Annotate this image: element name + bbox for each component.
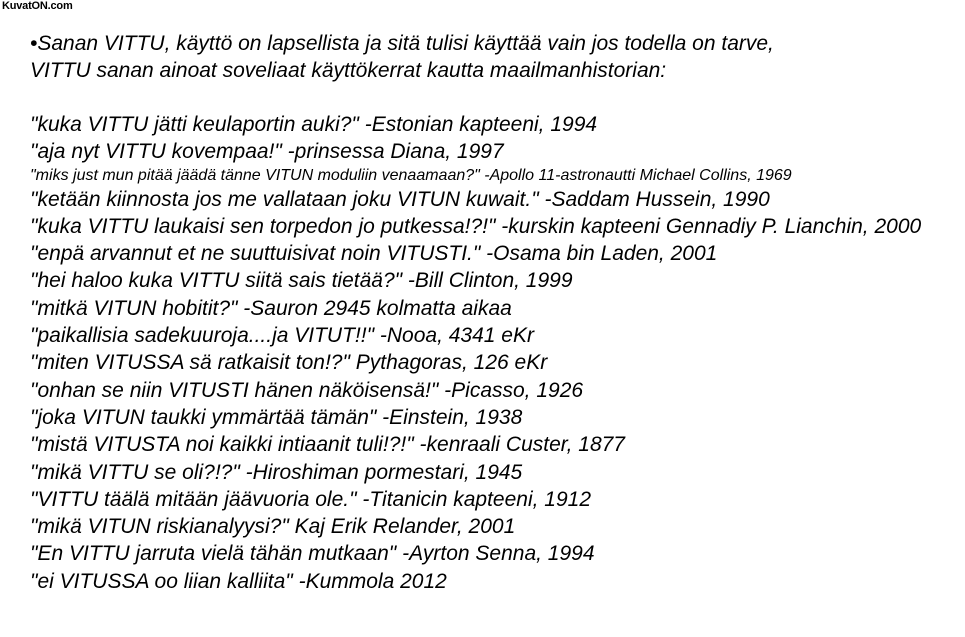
quote-list (30, 111, 960, 595)
quote-item: "VITTU täälä mitään jäävuoria ole." -Titanicin kapteeni, 1912 (30, 487, 592, 511)
quote-item: "hei haloo kuka VITTU siitä sais tietää?" -Bill Clinton, 1999 (30, 269, 573, 293)
quote-item: "paikallisia sadekuuroja....ja VITUT!!" -Nooa, 4341 eKr (30, 324, 534, 348)
quote-item: "aja nyt VITTU kovempaa!" -prinsessa Diana, 1997 (30, 140, 504, 164)
quote-item: "En VITTU jarruta vielä tähän mutkaan" -Ayrton Senna, 1994 (30, 542, 595, 566)
intro-line-2: VITTU sanan ainoat soveliaat käyttökerrat kautta maailmanhistorian: (30, 59, 667, 82)
intro-line-1: •Sanan VITTU, käyttö on lapsellista ja sitä tulisi käyttää vain jos todella on tarve, (30, 32, 774, 55)
quote-item: "ei VITUSSA oo liian kalliita" -Kummola 2012 (30, 569, 447, 593)
quote-item: "onhan se niin VITUSTI hänen näköisensä!" -Picasso, 1926 (30, 378, 584, 402)
quote-item: "enpä arvannut et ne suuttuisivat noin VITUSTI." -Osama bin Laden, 2001 (30, 242, 718, 266)
quote-item: "mistä VITUSTA noi kaikki intiaanit tuli!?!" -kenraali Custer, 1877 (30, 433, 625, 457)
quote-item: "mikä VITUN riskianalyysi?" Kaj Erik Relander, 2001 (30, 515, 516, 539)
quote-item: "kuka VITTU laukaisi sen torpedon jo putkessa!?!" -kurskin kapteeni Gennadiy P. Lianchin, 2000 (30, 214, 922, 238)
quote-item: "mikä VITTU se oli?!?" -Hiroshiman pormestari, 1945 (30, 460, 523, 484)
intro-paragraph (30, 30, 960, 84)
document-body (30, 30, 960, 595)
quote-item: "miks just mun pitää jäädä tänne VITUN moduliin venaamaan?" -Apollo 11-astronautti Michael Collins, 1969 (30, 166, 792, 184)
quote-item: "kuka VITTU jätti keulaportin auki?" -Estonian kapteeni, 1994 (30, 113, 598, 136)
quote-item: "joka VITUN taukki ymmärtää tämän" -Einstein, 1938 (30, 405, 523, 429)
site-watermark: KuvatON.com (2, 0, 73, 12)
quote-item: "miten VITUSSA sä ratkaisit ton!?" Pythagoras, 126 eKr (30, 351, 548, 375)
quote-item: "mitkä VITUN hobitit?" -Sauron 2945 kolmatta aikaa (30, 296, 512, 320)
quote-item: "ketään kiinnosta jos me vallataan joku VITUN kuwait." -Saddam Hussein, 1990 (30, 187, 770, 211)
